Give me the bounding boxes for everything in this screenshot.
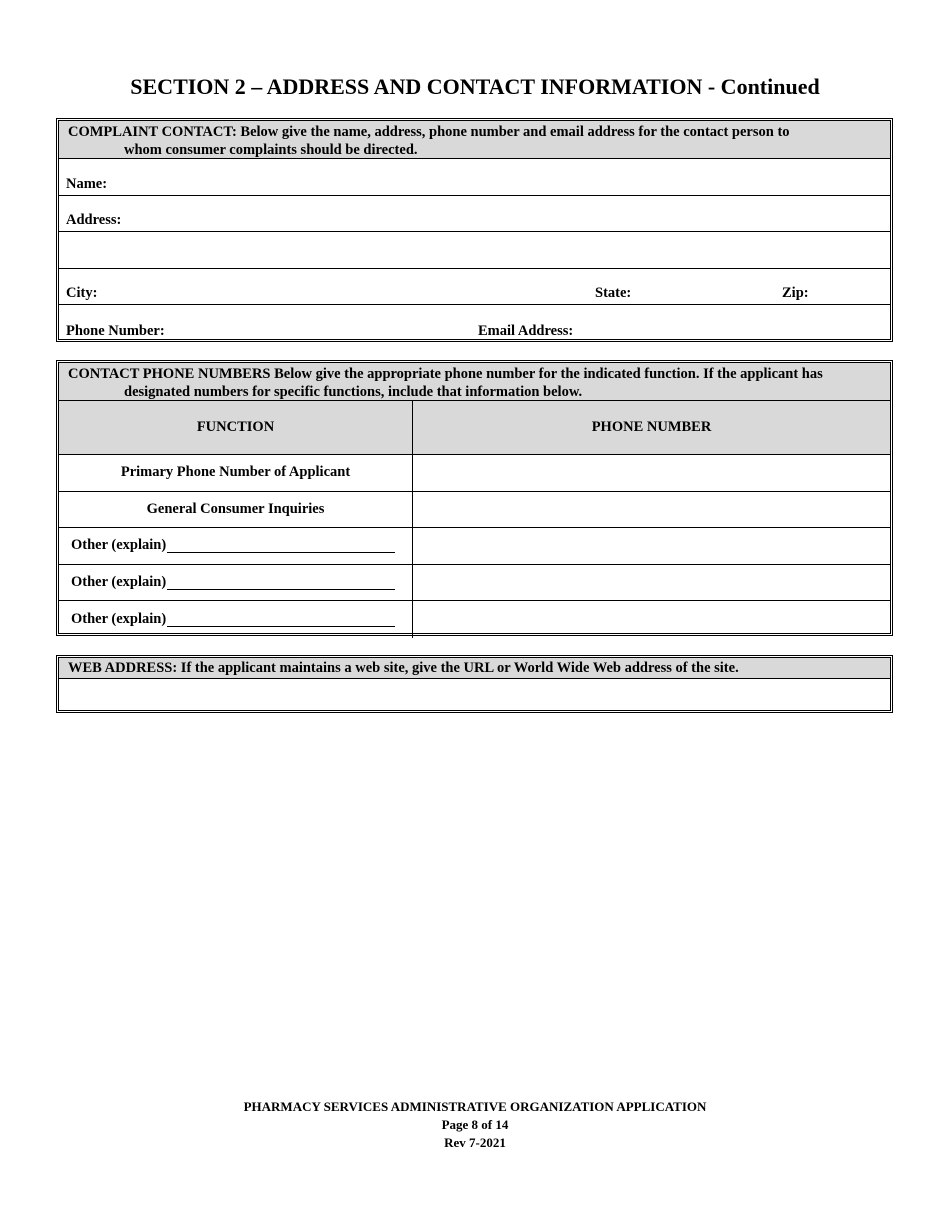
address-line2-field[interactable] — [59, 232, 890, 269]
phone-number-input[interactable] — [413, 455, 890, 491]
table-row — [59, 492, 890, 529]
zip-label: Zip: — [782, 285, 809, 302]
phone-number-column-header: PHONE NUMBER — [591, 419, 712, 435]
web-address-input[interactable] — [59, 679, 890, 713]
function-cell — [59, 565, 413, 601]
phone-number-input[interactable] — [413, 565, 890, 601]
page-title: SECTION 2 – ADDRESS AND CONTACT INFORMATION - Continued — [130, 74, 820, 99]
footer-form-title: PHARMACY SERVICES ADMINISTRATIVE ORGANIZATION APPLICATION — [243, 1099, 707, 1114]
function-column-header: FUNCTION — [59, 401, 413, 454]
phone-number-input[interactable] — [413, 492, 890, 528]
phone-table-header-row — [59, 401, 890, 455]
complaint-header-line2: whom consumer complaints should be directed. — [124, 142, 418, 158]
table-row — [59, 528, 890, 565]
other-explain-input[interactable] — [167, 575, 395, 590]
function-cell — [59, 601, 413, 638]
city-state-zip-row — [59, 269, 890, 306]
footer-page-number: Page 8 of 14 — [441, 1117, 509, 1132]
complaint-header-line1: COMPLAINT CONTACT: Below give the name, address, phone number and email address for the contact person to — [68, 124, 790, 140]
city-label: City: — [66, 285, 98, 302]
complaint-contact-section — [56, 118, 893, 342]
table-row — [59, 455, 890, 492]
other-explain-label: Other (explain) — [71, 611, 167, 628]
phone-email-row — [59, 305, 890, 342]
table-row — [59, 601, 890, 638]
table-row — [59, 565, 890, 602]
phone-header-line2: designated numbers for specific functions, include that information below. — [124, 384, 583, 400]
phone-number-label: Phone Number: — [66, 322, 165, 339]
phone-number-input[interactable] — [413, 601, 890, 638]
email-address-label: Email Address: — [478, 322, 574, 339]
web-address-header: WEB ADDRESS: If the applicant maintains a web site, give the URL or World Wide Web address of the site. — [59, 658, 890, 679]
state-label: State: — [595, 285, 632, 302]
phone-number-input[interactable] — [413, 528, 890, 564]
other-explain-label: Other (explain) — [71, 537, 167, 554]
complaint-contact-header — [59, 121, 890, 159]
name-label: Name: — [66, 175, 108, 192]
function-cell: Primary Phone Number of Applicant — [59, 455, 413, 491]
other-explain-input[interactable] — [167, 538, 395, 553]
phone-header-line1: CONTACT PHONE NUMBERS Below give the appropriate phone number for the indicated function. If the applicant has — [68, 366, 823, 382]
other-explain-label: Other (explain) — [71, 574, 167, 591]
contact-phone-numbers-section — [56, 360, 893, 636]
other-explain-input[interactable] — [167, 612, 395, 627]
footer-revision: Rev 7-2021 — [444, 1135, 506, 1150]
function-cell — [59, 528, 413, 564]
address-label: Address: — [66, 212, 122, 229]
address-field[interactable] — [59, 196, 890, 233]
name-field[interactable] — [59, 159, 890, 196]
web-address-section — [56, 655, 893, 713]
function-cell: General Consumer Inquiries — [59, 492, 413, 528]
contact-phone-header — [59, 363, 890, 401]
